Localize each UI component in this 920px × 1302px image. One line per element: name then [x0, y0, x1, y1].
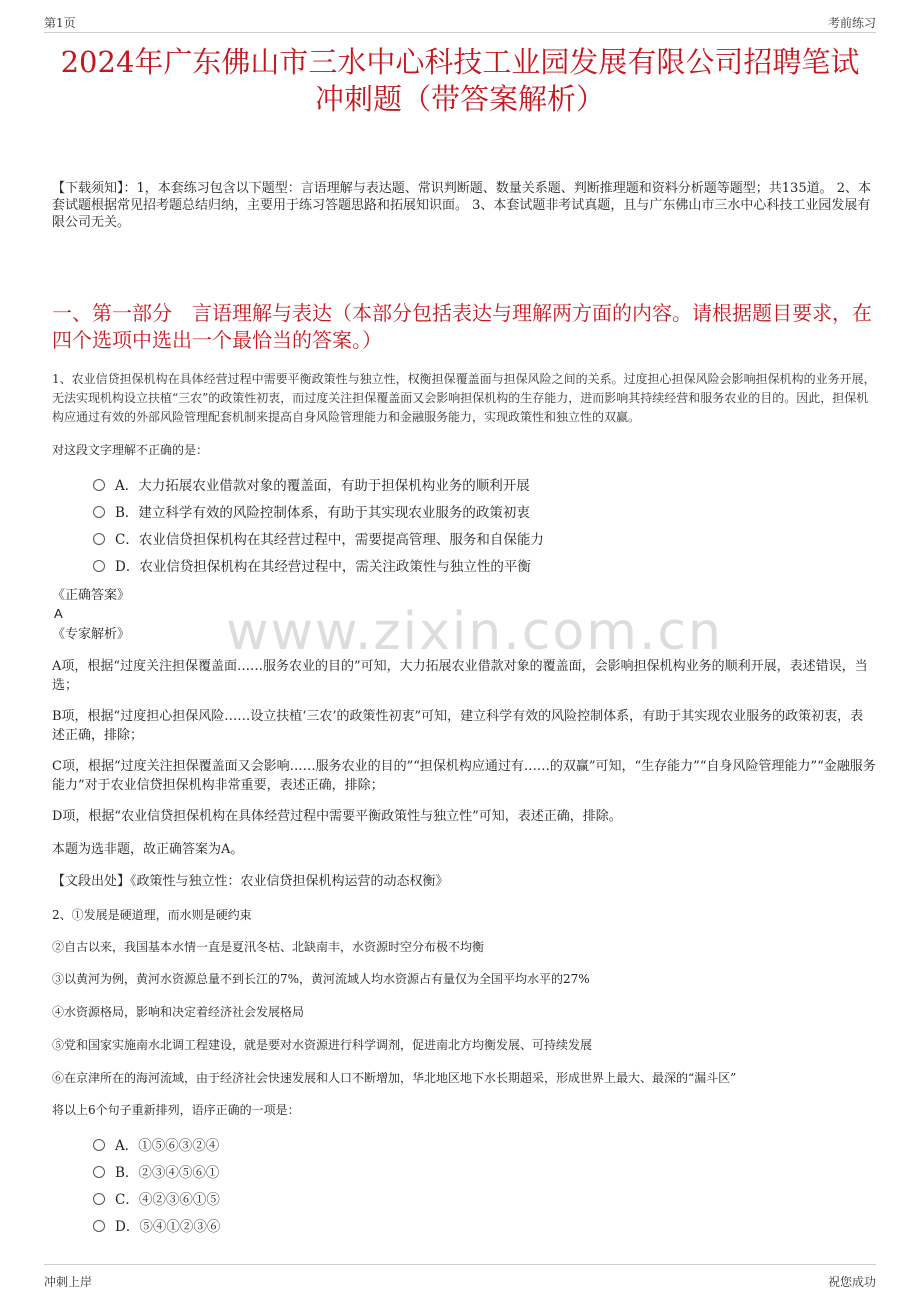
- title-line-1: 2024年广东佛山市三水中心科技工业园发展有限公司招聘笔试: [60, 45, 860, 79]
- analysis-item-a: A项，根据“过度关注担保覆盖面……服务农业的目的”可知，大力拓展农业借款对象的覆盖面，会影响担保机构业务的顺利开展，表述错误，当选；: [52, 659, 868, 693]
- q1-ask: 对这段文字理解不正确的是：: [52, 443, 209, 457]
- radio-icon[interactable]: [93, 506, 105, 518]
- q2-sentence-3: ③以黄河为例，黄河水资源总量不到长江的7%，黄河流域人均水资源占有量仅为全国平均水平的27%: [52, 972, 590, 986]
- q2-option-c[interactable]: C．④②③⑥①⑤: [93, 1191, 220, 1209]
- header-brand: 考前练习: [827, 16, 876, 30]
- footer-left: 冲刺上岸: [44, 1275, 93, 1289]
- q2-option-b[interactable]: B．②③④⑤⑥①: [93, 1164, 219, 1182]
- answer-label: 《正确答案》: [52, 588, 131, 603]
- q2-sentence-1: 2、①发展是硬道理，而水则是硬约束: [52, 908, 252, 922]
- radio-icon[interactable]: [93, 479, 105, 491]
- q2-sentence-2: ②自古以来，我国基本水情一直是夏汛冬枯、北缺南丰，水资源时空分布极不均衡: [52, 940, 485, 954]
- radio-icon[interactable]: [93, 1220, 105, 1232]
- q1-option-a[interactable]: A．大力拓展农业借款对象的覆盖面，有助于担保机构业务的顺利开展: [93, 477, 530, 495]
- radio-icon[interactable]: [93, 1166, 105, 1178]
- radio-icon[interactable]: [93, 1139, 105, 1151]
- title-line-2: 冲刺题（带答案解析）: [314, 82, 605, 116]
- answer-value: A: [54, 606, 63, 621]
- q2-sentence-4: ④水资源格局，影响和决定着经济社会发展格局: [52, 1005, 305, 1019]
- q2-ask: 将以上6个句子重新排列，语序正确的一项是：: [52, 1103, 300, 1117]
- radio-icon[interactable]: [93, 1193, 105, 1205]
- download-notice: 【下载须知】：1，本套练习包含以下题型：言语理解与表达题、常识判断题、数量关系题、判断推理题和资料分析题等题型；共135道。 2、本套试题根据常见招考题总结归纳，主要用于练习答题思路和拓展知识面。 3、本套试题非考试真题，且与广东佛山市三水中心科技工业园发展有限公司无关。: [52, 181, 871, 230]
- q1-option-c[interactable]: C．农业信贷担保机构在其经营过程中，需要提高管理、服务和自保能力: [93, 531, 544, 549]
- q2-option-a[interactable]: A．①⑤⑥③②④: [93, 1137, 219, 1155]
- q2-sentence-5: ⑤党和国家实施南水北调工程建设，就是要对水资源进行科学调剂，促进南北方均衡发展、可持续发展: [52, 1038, 593, 1052]
- radio-icon[interactable]: [93, 533, 105, 545]
- document-title: [40, 44, 880, 118]
- watermark: www.zixin.com.cn: [226, 602, 723, 662]
- radio-icon[interactable]: [93, 560, 105, 572]
- analysis-item-c: C项，根据“过度关注担保覆盖面又会影响……服务农业的目的”“担保机构应通过有……的双赢”可知，“生存能力”“自身风险管理能力”“金融服务能力”对于农业信贷担保机构非常重要，表述正确，排除；: [52, 759, 876, 793]
- analysis-conclusion: 本题为选非题，故正确答案为A。: [52, 842, 244, 857]
- source-citation: 【文段出处】《政策性与独立性：农业信贷担保机构运营的动态权衡》: [52, 874, 449, 889]
- analysis-label: 《专家解析》: [52, 627, 131, 642]
- section-heading: 一、第一部分 言语理解与表达（本部分包括表达与理解两方面的内容。请根据题目要求，在四个选项中选出一个最恰当的答案。）: [52, 301, 872, 352]
- analysis-item-b: B项，根据“过度担心担保风险……设立扶植‘三农’的政策性初衷”可知，建立科学有效的风险控制体系，有助于其实现农业服务的政策初衷，表述正确，排除；: [52, 709, 864, 743]
- page-number-label: 第1页: [44, 16, 76, 30]
- q1-option-b[interactable]: B．建立科学有效的风险控制体系，有助于其实现农业服务的政策初衷: [93, 504, 530, 522]
- footer-right: 祝您成功: [827, 1275, 876, 1289]
- q2-sentence-6: ⑥在京津所在的海河流域，由于经济社会快速发展和人口不断增加，华北地区地下水长期超采，形成世界上最大、最深的“漏斗区”: [52, 1071, 737, 1085]
- q1-stem: 1、农业信贷担保机构在具体经营过程中需要平衡政策性与独立性，权衡担保覆盖面与担保风险之间的关系。过度担心担保风险会影响担保机构的业务开展，无法实现机构设立扶植“三农”的政策性初衷，而过度关注担保覆盖面又会影响担保机构的生存能力，进而影响其持续经营和服务农业的目的。因此，担保机构应通过有效的外部风险管理配套机制来提高自身风险管理能力和金融服务能力，实现政策性和独立性的双赢。: [52, 372, 876, 424]
- page-footer: [44, 1264, 876, 1295]
- q1-option-d[interactable]: D．农业信贷担保机构在其经营过程中，需关注政策性与独立性的平衡: [93, 558, 531, 576]
- q2-option-d[interactable]: D．⑤④①②③⑥: [93, 1218, 220, 1236]
- analysis-item-d: D项，根据“农业信贷担保机构在具体经营过程中需要平衡政策性与独立性”可知，表述正确，排除。: [52, 809, 622, 824]
- page-header: [44, 12, 876, 33]
